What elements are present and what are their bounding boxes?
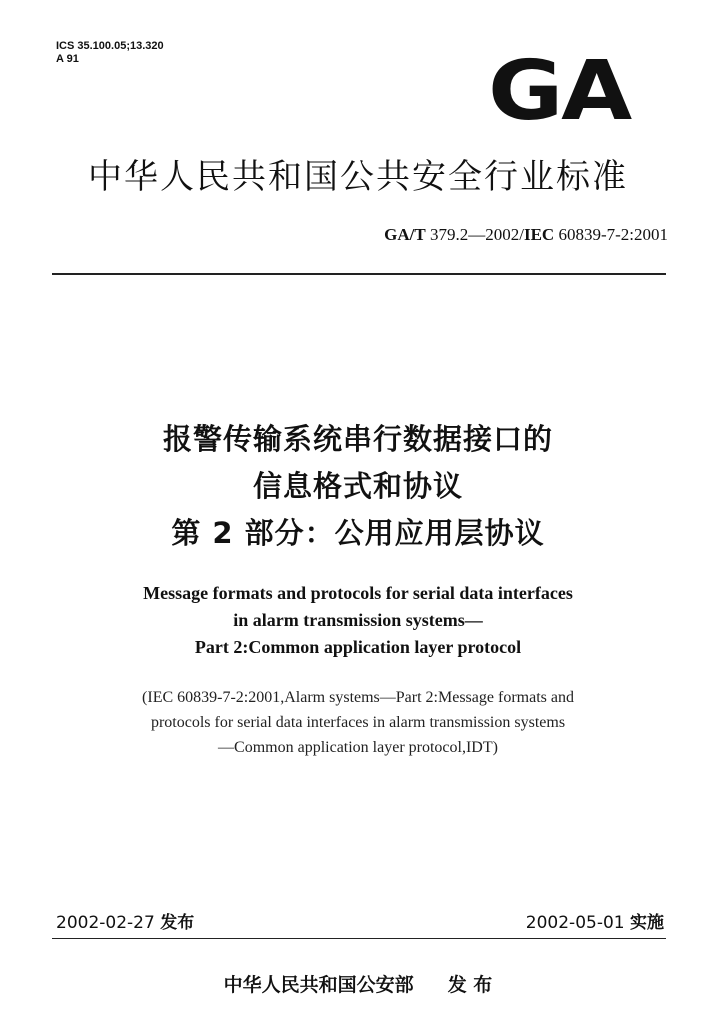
issuer-name: 中华人民共和国公安部	[223, 974, 414, 996]
title-cn-line-2: 信息格式和协议	[252, 469, 463, 503]
adoption-line-1: (IEC 60839-7-2:2001,Alarm systems—Part 2:Message formats and	[142, 689, 574, 706]
issue-date-value: 2002-02-27	[56, 913, 155, 933]
header-rule	[52, 273, 666, 275]
issuer	[0, 972, 716, 998]
title-cn-line-1: 报警传输系统串行数据接口的	[162, 422, 553, 456]
adoption-line-3: —Common application layer protocol,IDT)	[218, 739, 498, 756]
code-iec: IEC	[523, 225, 555, 244]
title-en-line-1: Message formats and protocols for serial data interfaces	[143, 583, 573, 603]
standard-title: 中华人民共和国公共安全行业标准	[88, 157, 628, 197]
implementation-date	[526, 912, 664, 934]
issue-date	[56, 912, 194, 934]
code-prefix: GA/T	[384, 225, 426, 244]
ga-logo: GA	[488, 44, 630, 139]
ics-code-block	[56, 40, 164, 66]
footer-rule	[52, 938, 666, 939]
issue-label: 发布	[160, 913, 195, 933]
standard-code	[384, 224, 668, 246]
code-number: 379.2—2002/	[425, 225, 524, 244]
issuer-action: 发 布	[447, 974, 493, 996]
ics-code: ICS 35.100.05;13.320	[56, 40, 164, 52]
adoption-line-2: protocols for serial data interfaces in alarm transmission systems	[150, 714, 566, 731]
title-cn-line-3: 第 2 部分：公用应用层协议	[171, 516, 545, 550]
code-iec-number: 60839-7-2:2001	[554, 225, 668, 244]
classification-code: A 91	[56, 53, 79, 65]
title-en-line-3: Part 2:Common application layer protocol	[194, 637, 522, 657]
impl-date-value: 2002-05-01	[525, 913, 625, 933]
title-en-line-2: in alarm transmission systems—	[233, 610, 483, 630]
impl-label: 实施	[630, 913, 664, 933]
